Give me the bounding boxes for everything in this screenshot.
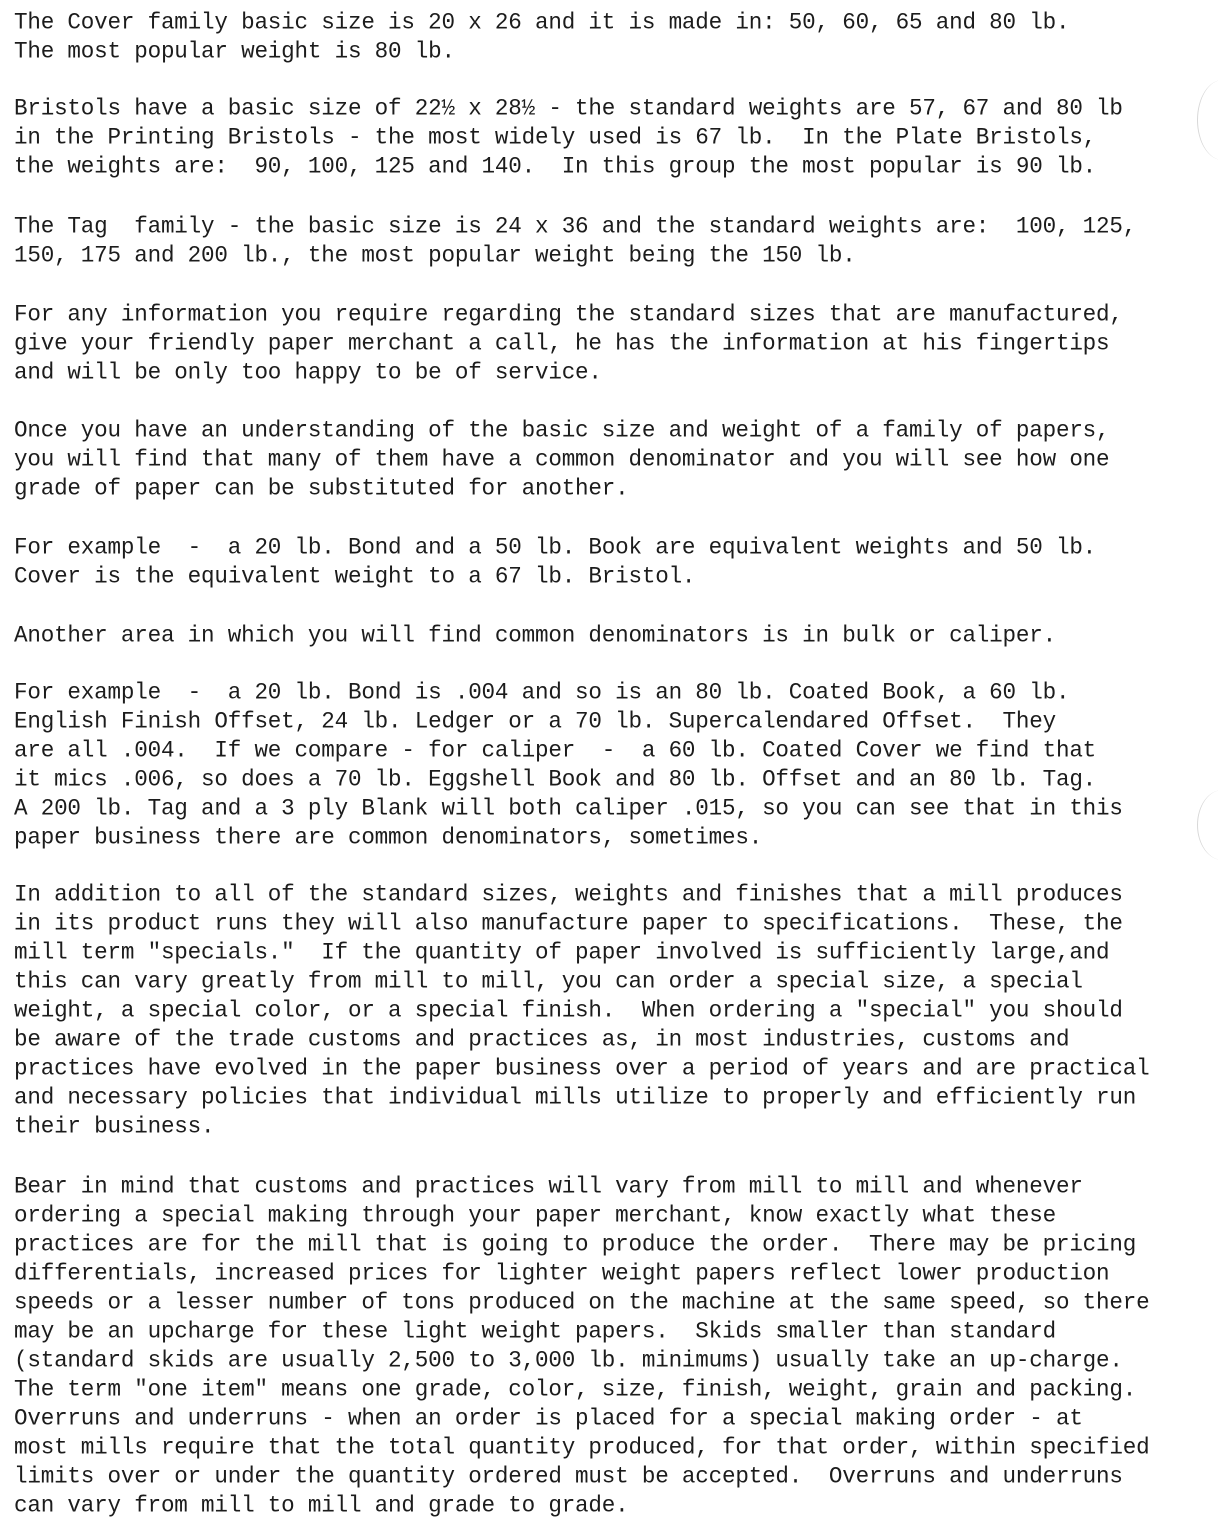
text-line: are all .004. If we compare - for caliper - a 60 lb. Coated Cover we find that	[14, 737, 1097, 764]
paragraph-customs-practices	[14, 1172, 1149, 1520]
text-line: in the Printing Bristols - the most widely used is 67 lb. In the Plate Bristols,	[14, 124, 1097, 151]
scan-edge-artifact	[1197, 790, 1218, 860]
text-line: may be an upcharge for these light weight papers. Skids smaller than standard	[14, 1318, 1056, 1345]
paragraph-example-caliper	[14, 678, 1123, 852]
text-line: The term "one item" means one grade, color, size, finish, weight, grain and packing.	[14, 1376, 1137, 1403]
text-line: For example - a 20 lb. Bond is .004 and so is an 80 lb. Coated Book, a 60 lb.	[14, 679, 1070, 706]
text-line: Overruns and underruns - when an order is placed for a special making order - at	[14, 1405, 1083, 1432]
text-line: practices have evolved in the paper business over a period of years and are practical	[14, 1055, 1150, 1082]
text-line: grade of paper can be substituted for another.	[14, 475, 629, 502]
text-line: can vary from mill to mill and grade to grade.	[14, 1492, 629, 1519]
text-line: speeds or a lesser number of tons produced on the machine at the same speed, so there	[14, 1289, 1150, 1316]
text-line: mill term "specials." If the quantity of paper involved is sufficiently large,and	[14, 939, 1110, 966]
text-line: their business.	[14, 1113, 215, 1140]
text-line: Once you have an understanding of the basic size and weight of a family of papers,	[14, 417, 1110, 444]
text-line: Cover is the equivalent weight to a 67 lb. Bristol.	[14, 563, 696, 590]
text-line: In addition to all of the standard sizes, weights and finishes that a mill produces	[14, 881, 1123, 908]
text-line: weight, a special color, or a special finish. When ordering a "special" you should	[14, 997, 1123, 1024]
text-line: the weights are: 90, 100, 125 and 140. In this group the most popular is 90 lb.	[14, 153, 1097, 180]
paragraph-common-denominator	[14, 416, 1109, 503]
text-line: Bristols have a basic size of 22½ x 28½ - the standard weights are 57, 67 and 80 lb	[14, 95, 1123, 122]
text-line: practices are for the mill that is going to produce the order. There may be pricing	[14, 1231, 1137, 1258]
text-line: it mics .006, so does a 70 lb. Eggshell Book and 80 lb. Offset and an 80 lb. Tag.	[14, 766, 1097, 793]
text-line: Another area in which you will find common denominators is in bulk or caliper.	[14, 622, 1056, 649]
text-line: Bear in mind that customs and practices will vary from mill to mill and whenever	[14, 1173, 1083, 1200]
text-line: and necessary policies that individual mills utilize to properly and efficiently run	[14, 1084, 1137, 1111]
text-line: (standard skids are usually 2,500 to 3,000 lb. minimums) usually take an up-charge.	[14, 1347, 1123, 1374]
text-line: in its product runs they will also manufacture paper to specifications. These, the	[14, 910, 1123, 937]
paragraph-bristols	[14, 94, 1123, 181]
text-line: ordering a special making through your paper merchant, know exactly what these	[14, 1202, 1056, 1229]
text-line: give your friendly paper merchant a call, he has the information at his fingertips	[14, 330, 1110, 357]
paragraph-merchant-info	[14, 300, 1123, 387]
text-line: For any information you require regarding the standard sizes that are manufactured,	[14, 301, 1123, 328]
paragraph-example-weights	[14, 533, 1096, 591]
paragraph-specials	[14, 880, 1149, 1141]
text-line: A 200 lb. Tag and a 3 ply Blank will both caliper .015, so you can see that in this	[14, 795, 1123, 822]
text-line: English Finish Offset, 24 lb. Ledger or a 70 lb. Supercalendared Offset. They	[14, 708, 1056, 735]
text-line: and will be only too happy to be of service.	[14, 359, 602, 386]
paragraph-cover-family	[14, 8, 1069, 66]
text-line: The most popular weight is 80 lb.	[14, 38, 455, 65]
paragraph-tag-family	[14, 212, 1136, 270]
text-line: 150, 175 and 200 lb., the most popular weight being the 150 lb.	[14, 242, 856, 269]
scan-edge-artifact	[1197, 80, 1218, 160]
text-line: this can vary greatly from mill to mill, you can order a special size, a special	[14, 968, 1083, 995]
text-line: The Tag family - the basic size is 24 x 36 and the standard weights are: 100, 125,	[14, 213, 1137, 240]
text-line: most mills require that the total quantity produced, for that order, within specified	[14, 1434, 1150, 1461]
text-line: paper business there are common denominators, sometimes.	[14, 824, 763, 851]
text-line: The Cover family basic size is 20 x 26 and it is made in: 50, 60, 65 and 80 lb.	[14, 9, 1070, 36]
text-line: limits over or under the quantity ordered must be accepted. Overruns and underruns	[14, 1463, 1123, 1490]
text-line: be aware of the trade customs and practices as, in most industries, customs and	[14, 1026, 1070, 1053]
paragraph-bulk-caliper	[14, 621, 1056, 650]
text-line: differentials, increased prices for lighter weight papers reflect lower production	[14, 1260, 1110, 1287]
text-line: For example - a 20 lb. Bond and a 50 lb. Book are equivalent weights and 50 lb.	[14, 534, 1097, 561]
text-line: you will find that many of them have a common denominator and you will see how one	[14, 446, 1110, 473]
